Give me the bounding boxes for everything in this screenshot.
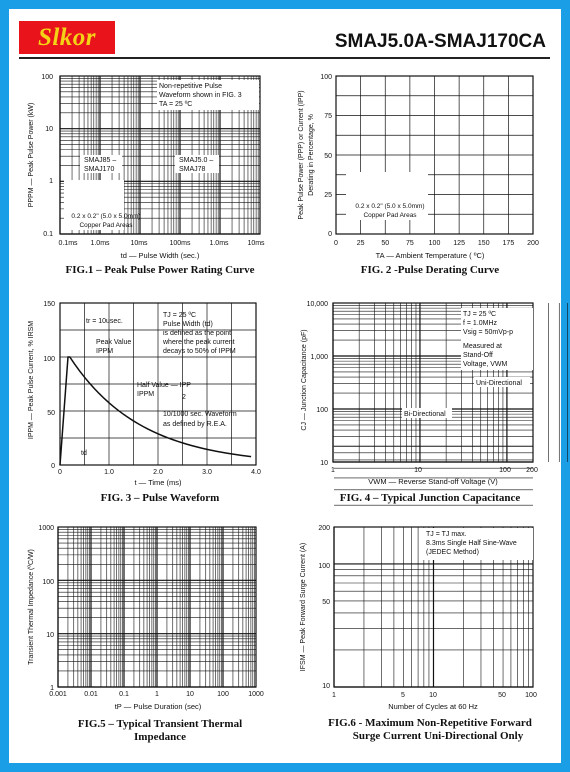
- fig1-pad-note: 0.2 x 0.2" (5.0 x 5.0mm): [71, 213, 141, 220]
- fig3-ytick: 150: [43, 301, 55, 308]
- fig1-caption: FIG.1 – Peak Pulse Power Rating Curve: [65, 264, 255, 276]
- brand-logo: Slkor: [19, 21, 115, 54]
- fig3-xlabel: t — Time (ms): [134, 478, 182, 487]
- fig4-note: Stand-Off: [463, 352, 493, 359]
- fig2-xtick: 0: [334, 240, 338, 247]
- fig1-note: Non-repetitive Pulse: [159, 83, 223, 90]
- fig1-note: TA = 25 ºC: [159, 101, 193, 108]
- fig6-ytick: 10: [322, 683, 330, 690]
- fig4-xtick: 100: [499, 467, 511, 474]
- fig2-pad-note: 0.2 x 0.2" (5.0 x 5.0mm): [355, 203, 425, 210]
- fig2-ytick: 0: [328, 231, 332, 238]
- fig1-label-smaj5: SMAJ5.0 –: [179, 157, 214, 164]
- fig4-caption: FIG. 4 – Typical Junction Capacitance: [339, 492, 521, 504]
- fig4-ylabel: CJ — Junction Capacitance (pF): [301, 329, 308, 431]
- fig1-xtick: 10ms: [130, 240, 148, 247]
- fig5-ylabel: Transient Thermal Impedance (ºC/W): [28, 549, 35, 665]
- fig1-ytick: 0.1: [43, 231, 53, 238]
- fig2-ytick: 25: [324, 192, 332, 199]
- fig5-caption: FIG.5 – Typical Transient Thermal: [77, 718, 243, 730]
- fig3-tr: tr = 10usec.: [86, 318, 123, 325]
- fig1-xlabel: td — Pulse Width (sec.): [120, 251, 200, 260]
- fig6-xtick: 5: [401, 692, 405, 699]
- fig3-xtick: 3.0: [202, 469, 212, 476]
- fig1-pad-note: Copper Pad Areas: [79, 222, 133, 229]
- fig2-xtick: 75: [405, 240, 414, 247]
- fig2-xtick: 200: [527, 240, 539, 247]
- fig6-ytick: 100: [318, 563, 330, 570]
- fig4-note: Vsig = 50mVp-p: [463, 329, 513, 336]
- fig3-xtick: 2.0: [153, 469, 163, 476]
- fig4-note: Measured at: [463, 343, 502, 350]
- fig6-xtick: 1: [332, 692, 336, 699]
- fig3-wave: 10/1000 sec. Waveform: [163, 411, 237, 418]
- fig2-ytick: 100: [320, 74, 332, 81]
- fig3-ytick: 100: [43, 356, 55, 363]
- fig4-bi-label: Bi-Directional: [404, 411, 446, 418]
- fig2-xtick: 150: [477, 240, 490, 247]
- fig4-xtick: 10: [414, 467, 422, 474]
- fig4-ytick: 10: [320, 460, 328, 467]
- fig1-ytick: 10: [45, 126, 53, 133]
- fig3-half: IPPM: [137, 391, 155, 398]
- fig4-xtick: 1: [331, 467, 335, 474]
- fig5-xtick: 100: [217, 691, 229, 698]
- fig3-xtick: 4.0: [251, 469, 261, 476]
- fig1-ytick: 1: [49, 178, 53, 185]
- fig3-peak: IPPM: [96, 348, 114, 355]
- fig3-xtick: 0: [58, 469, 62, 476]
- fig1-label-smaj170: SMAJ170: [84, 166, 115, 173]
- fig6-note: 8.3ms Single Half Sine-Wave: [426, 540, 517, 547]
- fig3-xtick: 1.0: [104, 469, 114, 476]
- fig5-ytick: 10: [46, 632, 54, 639]
- fig1-note: Waveform shown in FIG. 3: [159, 92, 242, 99]
- fig4-ytick: 10,000: [306, 301, 328, 308]
- fig5-xtick: 10: [186, 691, 194, 698]
- fig3-note: where the peak current: [163, 339, 235, 346]
- fig1-ytick: 100: [41, 74, 53, 81]
- fig5-xtick: 0.001: [49, 691, 67, 698]
- fig2-xtick: 50: [381, 240, 390, 247]
- fig5-ytick: 1: [50, 685, 54, 692]
- fig2-xtick: 100: [428, 240, 441, 247]
- fig3-half: Half Value — IPP: [137, 382, 191, 389]
- fig5-xtick: 1000: [248, 691, 264, 698]
- fig1-xtick: 1.0ms: [90, 240, 110, 247]
- fig1-xtick: 10ms: [247, 240, 265, 247]
- fig2-caption: FIG. 2 -Pulse Derating Curve: [360, 264, 500, 276]
- fig1-label-smaj85: SMAJ85 –: [84, 157, 117, 164]
- fig2-ylabel: Derating in Percentage, %: [308, 114, 315, 196]
- fig2-xtick: 125: [453, 240, 465, 247]
- fig3-note: decays to 50% of IPPM: [163, 348, 236, 355]
- fig2-ytick: 50: [324, 153, 332, 160]
- fig4-xtick: 200: [526, 467, 538, 474]
- fig1-xtick: 1.0ms: [209, 240, 229, 247]
- fig3-peak: Peak Value: [96, 339, 132, 346]
- fig1-label-smaj78: SMAJ78: [179, 166, 206, 173]
- fig3-td: td: [81, 450, 87, 457]
- fig4-note: f = 1.0MHz: [463, 320, 498, 327]
- fig4-uni-label: Uni-Directional: [476, 380, 522, 387]
- fig3-caption: FIG. 3 – Pulse Waveform: [100, 492, 220, 504]
- fig3-ylabel: IPPM — Peak Pulse Current, % IRSM: [28, 320, 35, 440]
- fig6-xtick: 100: [525, 692, 537, 699]
- fig6-xlabel: Number of Cycles at 60 Hz: [388, 702, 478, 711]
- fig1-ylabel: PPPM — Peak Pulse Power (kW): [28, 102, 35, 208]
- fig6-ytick: 50: [322, 599, 330, 606]
- fig2-ylabel: Peak Pulse Power (PPP) or Current (IPP): [298, 90, 305, 220]
- fig3-ytick: 50: [47, 410, 55, 417]
- fig5-xtick: 0.1: [119, 691, 129, 698]
- fig4-note: TJ = 25 ºC: [463, 311, 497, 318]
- fig6-xtick: 50: [498, 692, 506, 699]
- fig2-pad-note: Copper Pad Areas: [363, 212, 417, 219]
- fig4-ytick: 100: [316, 407, 328, 414]
- fig6-note: TJ = TJ max.: [426, 531, 467, 538]
- fig1-xtick: 0.1ms: [58, 240, 78, 247]
- fig4-note: Voltage, VWM: [463, 361, 508, 368]
- fig6-note: (JEDEC Method): [426, 549, 479, 556]
- fig4-ytick: 1,000: [310, 354, 328, 361]
- fig1-xtick: 100ms: [169, 240, 191, 247]
- fig5-caption: Impedance: [134, 731, 186, 743]
- fig3-ytick: 0: [51, 463, 55, 470]
- page-title: SMAJ5.0A-SMAJ170CA: [334, 31, 546, 52]
- fig3-wave: as defined by R.E.A.: [163, 421, 227, 428]
- fig6-ytick: 200: [318, 525, 330, 532]
- fig3-note: TJ = 25 ºC: [163, 312, 197, 319]
- fig3-note: is defined as the point: [163, 330, 232, 337]
- fig6-caption: FIG.6 - Maximum Non-Repetitive Forward: [328, 717, 532, 729]
- fig5-xlabel: tP — Pulse Duration (sec): [114, 702, 202, 711]
- fig5-ytick: 100: [42, 579, 54, 586]
- fig6-ylabel: IFSM — Peak Forward Surge Current (A): [300, 542, 307, 672]
- fig2-ytick: 75: [324, 113, 332, 120]
- fig2-xtick: 175: [502, 240, 515, 247]
- fig4-xlabel: VWM — Reverse Stand-off Voltage (V): [368, 477, 498, 486]
- fig2-xlabel: TA — Ambient Temperature ( ºC): [375, 251, 485, 260]
- fig2-xtick: 25: [356, 240, 365, 247]
- fig5-xtick: 1: [155, 691, 159, 698]
- fig6-xtick: 10: [429, 692, 437, 699]
- fig3-half: 2: [182, 394, 186, 401]
- fig5-xtick: 0.01: [84, 691, 98, 698]
- fig3-note: Pulse Width (td): [163, 321, 213, 328]
- fig6-caption: Surge Current Uni-Directional Only: [352, 730, 524, 742]
- fig5-ytick: 1000: [38, 525, 54, 532]
